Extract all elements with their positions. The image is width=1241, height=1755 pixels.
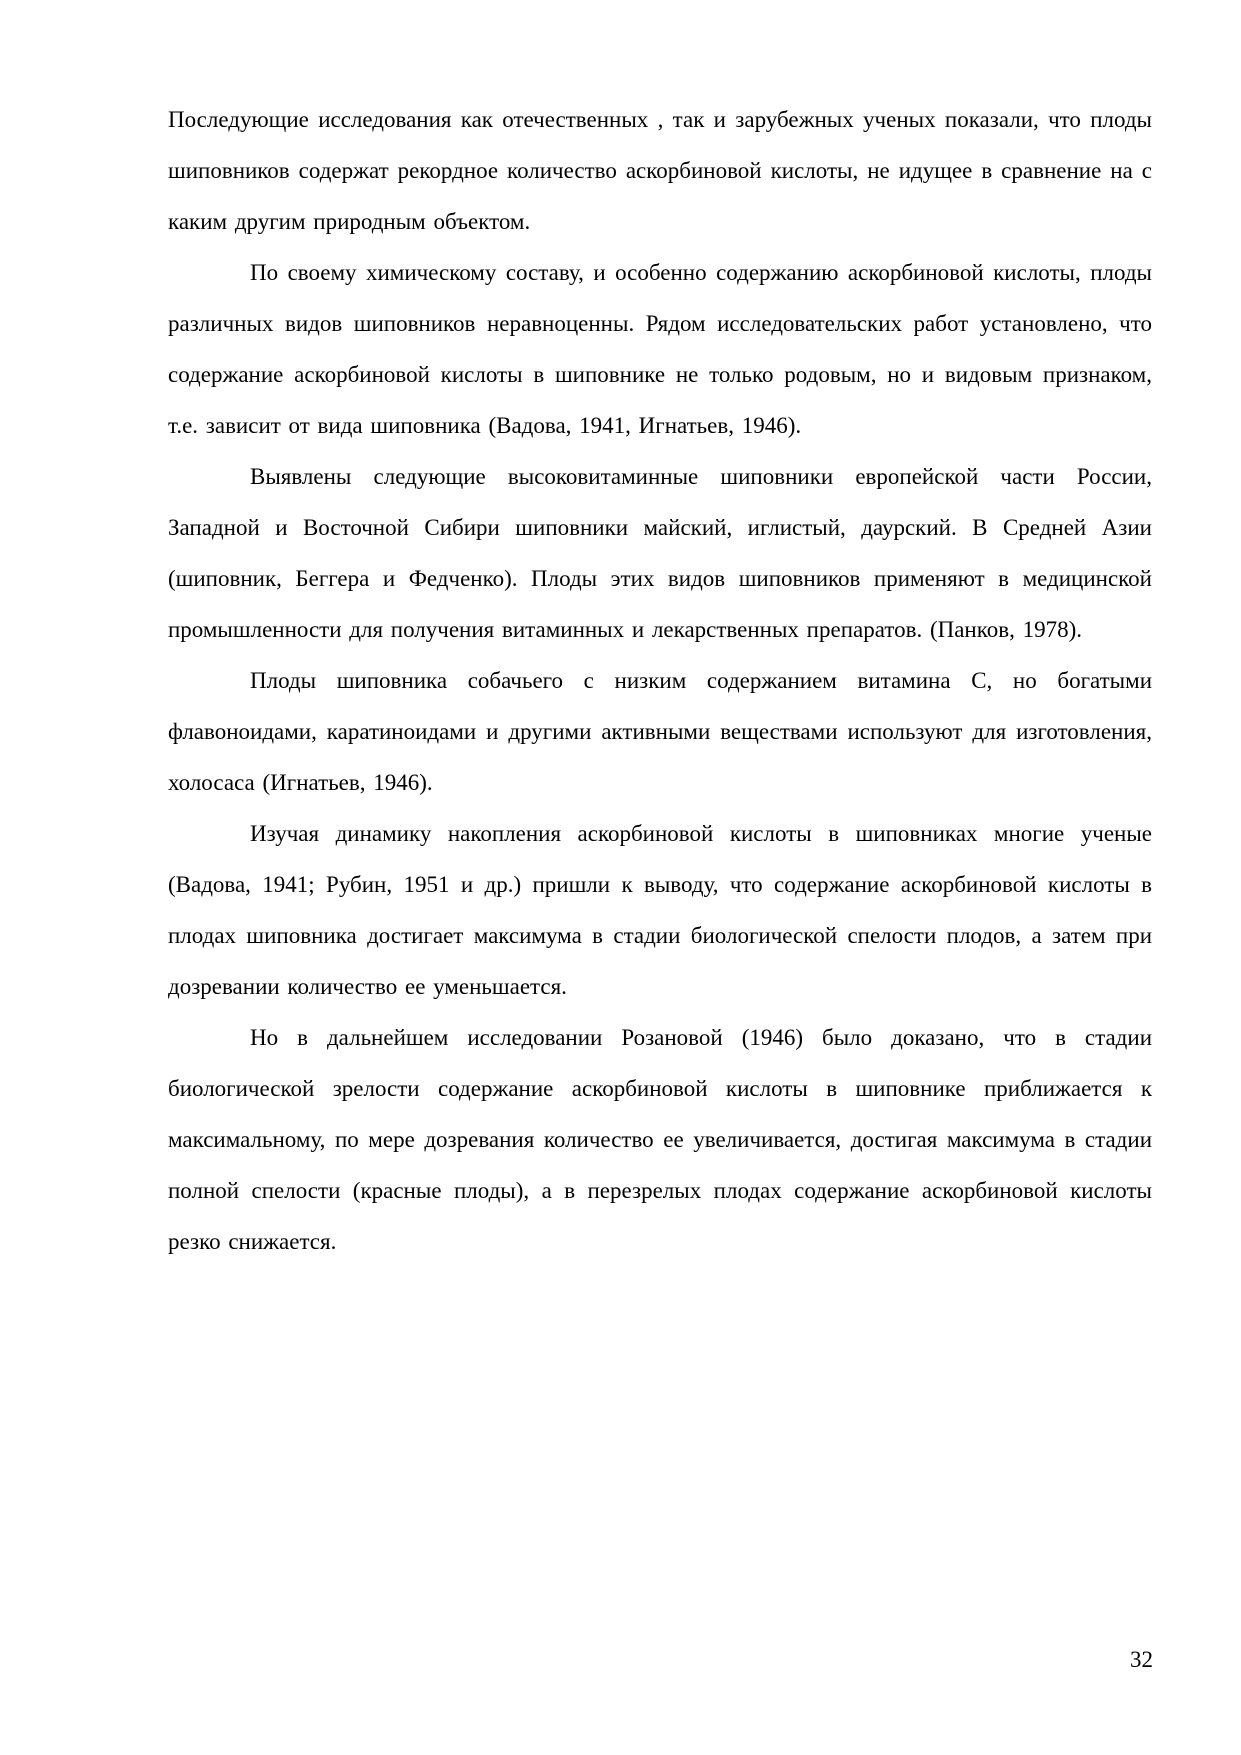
paragraph: Плоды шиповника собачьего с низким содержанием витамина С, но богатыми флавоноидами, каратиноидами и другими активными веществами используют для изготовления, холосаса (Игнатьев, 1946). bbox=[168, 668, 1152, 795]
page-number: 32 bbox=[1130, 1647, 1153, 1672]
page-content bbox=[168, 94, 1152, 1267]
paragraph: По своему химическому составу, и особенно содержанию аскорбиновой кислоты, плоды различных видов шиповников неравноценны. Рядом исследовательских работ установлено, что содержание аскорбиновой кислоты в шиповнике не только родовым, но и видовым признаком, т.е. зависит от вида шиповника (Вадова, 1941, Игнатьев, 1946). bbox=[168, 260, 1152, 438]
paragraph: Изучая динамику накопления аскорбиновой кислоты в шиповниках многие ученые (Вадова, 1941; Рубин, 1951 и др.) пришли к выводу, что содержание аскорбиновой кислоты в плодах шиповника достигает максимума в стадии биологической спелости плодов, а затем при дозревании количество ее уменьшается. bbox=[168, 821, 1152, 999]
paragraph: Но в дальнейшем исследовании Розановой (1946) было доказано, что в стадии биологической зрелости содержание аскорбиновой кислоты в шиповнике приближается к максимальному, по мере дозревания количество ее увеличивается, достигая максимума в стадии полной спелости (красные плоды), а в перезрелых плодах содержание аскорбиновой кислоты резко снижается. bbox=[168, 1025, 1152, 1254]
paragraph: Выявлены следующие высоковитаминные шиповники европейской части России, Западной и Восточной Сибири шиповники майский, иглистый, даурский. В Средней Азии (шиповник, Беггера и Федченко). Плоды этих видов шиповников применяют в медицинской промышленности для получения витаминных и лекарственных препаратов. (Панков, 1978). bbox=[168, 464, 1152, 642]
paragraph: Последующие исследования как отечественных , так и зарубежных ученых показали, что плоды шиповников содержат рекордное количество аскорбиновой кислоты, не идущее в сравнение на с каким другим природным объектом. bbox=[168, 107, 1152, 234]
